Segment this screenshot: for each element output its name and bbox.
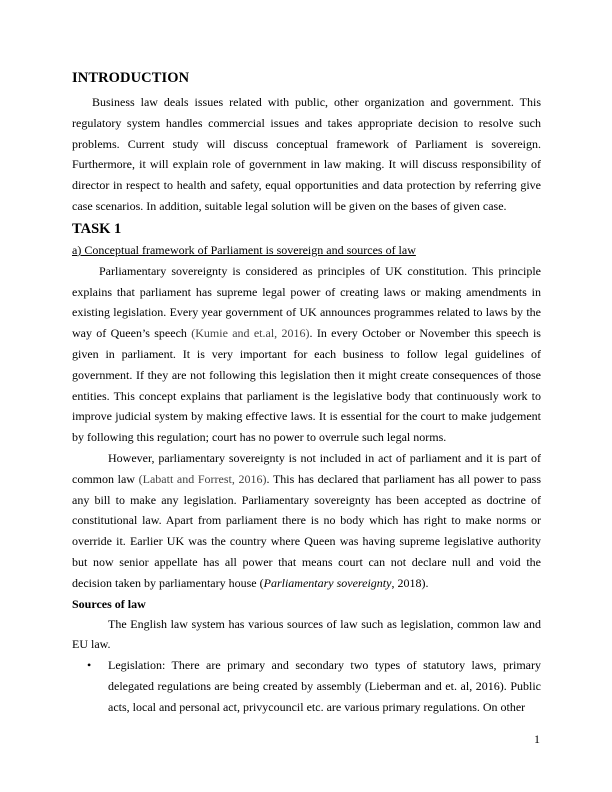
citation: (Kumie and et.al, 2016)	[191, 326, 310, 341]
sources-heading: Sources of law	[72, 596, 146, 611]
document-page	[72, 70, 541, 718]
introduction-heading: INTRODUCTION	[72, 70, 190, 86]
italic-title: Parliamentary sovereignty	[263, 575, 392, 590]
paragraph-text: . This has declared that parliament has all power to pass any bill to make any legislation. Parliamentary sovereignty has been accepted as doctrine of constitutional law. Apart from parliament there is no body which has right to make norms or override it. Earlier UK was the country where Queen was having supreme legislative authority but now senior appellate has all power that means court can not declare null and void the decision taken by parliamentary house (	[72, 471, 542, 590]
introduction-paragraph: Business law deals issues related with public, other organization and government. This regulatory system handles commercial issues and takes appropriate decision to resolve such problems. Current study will discuss conceptual framework of Parliament is sovereign. Furthermore, it will explain role of government in law making. It will discuss responsibility of director in respect to health and safety, equal opportunities and data protection by referring give case scenarios. In addition, suitable legal solution will be given on the bases of given case.	[72, 95, 541, 213]
paragraph-text: . In every October or November this speech is given in parliament. It is very important for each business to follow legal guidelines of government. If they are not following this legislation then it might create consequences of those entities. This concept explains that parliament is the legislative body that continuously work to improve judicial system by making effective laws. It is essential for the court to make judgement by following this regulation; court has no power to overrule such legal norms.	[72, 326, 541, 445]
paragraph-text: , 2018).	[391, 575, 429, 590]
list-item	[72, 655, 541, 717]
list-item-text: Legislation: There are primary and secondary two types of statutory laws, primary delegated regulations are being created by assembly (Lieberman and et. al, 2016). Public acts, local and personal act, privycouncil etc. are various primary regulations. On other	[108, 658, 541, 714]
paragraph-text: Parliamentary sovereignty is considered as principles of UK constitution. This principle explains that parliament has supreme legal power of creating laws or making amendments in existing legislation. Every year government of UK announces programmes related to laws by the way of Queen’s speech	[72, 263, 541, 341]
task1-subheading: a) Conceptual framework of Parliament is sovereign and sources of law	[72, 242, 416, 257]
page-number: 1	[534, 732, 540, 746]
task1-heading: TASK 1	[72, 220, 122, 237]
citation: (Labatt and Forrest, 2016)	[138, 471, 267, 486]
sources-list	[72, 655, 541, 717]
paragraph-text: However, parliamentary sovereignty is not included in act of parliament and it is part of common law	[72, 450, 541, 486]
task1-paragraph-2	[72, 448, 541, 594]
sources-paragraph: The English law system has various sources of law such as legislation, common law and EU law.	[72, 616, 541, 652]
task1-paragraph-1	[72, 261, 541, 448]
bullet-icon: •	[87, 658, 92, 673]
